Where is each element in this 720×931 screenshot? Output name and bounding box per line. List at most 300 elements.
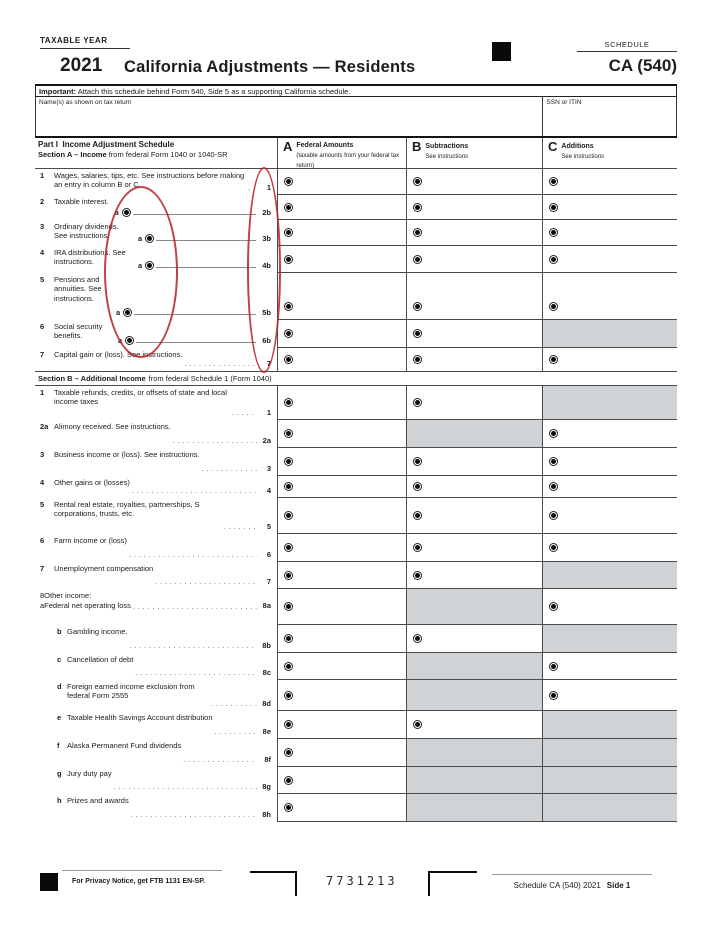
sectionA-subtitle: from federal Form 1040 or 1040-SR <box>106 150 228 160</box>
dot-leader <box>211 699 257 708</box>
cell-b-3-A[interactable] <box>277 448 406 476</box>
cell-a-1-C[interactable] <box>542 169 677 195</box>
column-a-title: Federal Amounts <box>296 142 354 149</box>
line-number: 8f <box>264 754 271 764</box>
column-a-subtitle: (taxable amounts from your federal tax return) <box>296 153 400 169</box>
cell-b-8h-C <box>542 794 677 822</box>
red-circle-annotation-line-numbers <box>247 167 281 373</box>
target-bullet-dot <box>286 750 291 755</box>
taxpayer-info-row <box>35 97 677 136</box>
line-number-prefix: 4 <box>40 248 45 257</box>
tax-year: 2021 <box>60 55 103 76</box>
row-b-8a <box>35 589 677 625</box>
cell-b-1-B[interactable] <box>406 386 542 420</box>
cell-b-2a-A[interactable] <box>277 420 406 448</box>
scan-corner-bracket-right <box>428 871 477 896</box>
target-bullet-dot <box>415 484 420 489</box>
row-b-8b <box>35 625 677 653</box>
target-bullet-dot <box>286 331 291 336</box>
line-number-prefix: 6 <box>40 536 45 545</box>
cell-a-4b-A[interactable] <box>277 246 406 273</box>
row-label-a-1 <box>35 169 277 195</box>
column-header-subtractions <box>406 138 542 168</box>
dot-leader <box>232 408 257 417</box>
row-label-text: Capital gain or (loss). See instructions. <box>54 350 183 359</box>
row-label-text: Prizes and awards <box>67 796 129 805</box>
row-b-5 <box>35 498 677 534</box>
target-bullet-dot <box>415 331 420 336</box>
registration-mark-square <box>40 873 58 891</box>
cell-b-8c-A[interactable] <box>277 653 406 680</box>
cell-b-8f-B <box>406 739 542 767</box>
target-bullet-icon <box>284 482 293 491</box>
cell-b-8g-A[interactable] <box>277 767 406 794</box>
cell-b-5-C[interactable] <box>542 498 677 534</box>
dot-leader <box>132 486 257 495</box>
cell-b-8f-A[interactable] <box>277 739 406 767</box>
cell-a-7-B[interactable] <box>406 348 542 371</box>
sub-line-letter: d <box>57 682 62 691</box>
target-bullet-icon <box>549 691 558 700</box>
cell-b-8e-C <box>542 711 677 739</box>
target-bullet-icon <box>284 543 293 552</box>
name-field[interactable] <box>36 97 542 136</box>
cell-b-8d-B <box>406 680 542 711</box>
row-b-4 <box>35 476 677 498</box>
target-bullet-icon <box>413 511 422 520</box>
section-b-header <box>35 371 677 386</box>
cell-a-6b-A[interactable] <box>277 320 406 348</box>
target-bullet-icon <box>284 776 293 785</box>
target-bullet-dot <box>415 545 420 550</box>
target-bullet-dot <box>286 545 291 550</box>
line-number: 8h <box>262 809 271 819</box>
target-bullet-dot <box>551 257 556 262</box>
line-number-prefix: 4 <box>40 478 45 487</box>
line-number: 8a <box>262 601 271 611</box>
target-bullet-dot <box>286 693 291 698</box>
target-bullet-icon <box>413 329 422 338</box>
important-bold: Important: <box>39 87 77 96</box>
target-bullet-icon <box>284 228 293 237</box>
target-bullet-dot <box>415 179 420 184</box>
schedule-label: SCHEDULE <box>577 40 677 52</box>
target-bullet-dot <box>415 722 420 727</box>
cell-b-8g-B <box>406 767 542 794</box>
cell-b-3-B[interactable] <box>406 448 542 476</box>
cell-b-1-C <box>542 386 677 420</box>
row-label-b-2a <box>35 420 277 448</box>
ssn-field[interactable] <box>542 97 676 136</box>
red-circle-annotation-bullet-column <box>104 186 178 358</box>
target-bullet-icon <box>284 177 293 186</box>
row-label-b-7 <box>35 562 277 589</box>
sub-line-letter: c <box>57 655 62 664</box>
target-bullet-icon <box>284 203 293 212</box>
target-bullet-icon <box>413 634 422 643</box>
line-number: 1 <box>266 407 271 417</box>
target-bullet-icon <box>549 457 558 466</box>
row-b-8g <box>35 767 677 794</box>
target-bullet-icon <box>549 355 558 364</box>
dot-leader <box>131 810 257 819</box>
target-bullet-icon <box>413 302 422 311</box>
form-title: California Adjustments — Residents <box>124 58 416 76</box>
row-b-3 <box>35 448 677 476</box>
target-bullet-dot <box>415 257 420 262</box>
target-bullet-dot <box>551 179 556 184</box>
target-bullet-icon <box>549 429 558 438</box>
cell-a-2b-A[interactable] <box>277 195 406 220</box>
row-label-text: Foreign earned income exclusion from federal Form 2555 <box>67 682 195 701</box>
cell-a-2b-C[interactable] <box>542 195 677 220</box>
cell-b-6-C[interactable] <box>542 534 677 562</box>
target-bullet-dot <box>415 636 420 641</box>
cell-b-8b-B[interactable] <box>406 625 542 653</box>
important-text: Attach this schedule behind Form 540, Side 5 as a supporting California schedule. <box>76 87 351 96</box>
row-label-text: Taxable Health Savings Account distribution <box>67 713 213 722</box>
cell-b-6-A[interactable] <box>277 534 406 562</box>
row-b-8e <box>35 711 677 739</box>
row-b-8h <box>35 794 677 822</box>
cell-b-8f-C <box>542 739 677 767</box>
cell-b-8h-A[interactable] <box>277 794 406 822</box>
dot-leader <box>184 359 257 368</box>
target-bullet-dot <box>415 357 420 362</box>
sub-line-letter: f <box>57 741 60 750</box>
target-bullet-icon <box>413 720 422 729</box>
target-bullet-dot <box>551 693 556 698</box>
target-bullet-icon <box>549 228 558 237</box>
dot-leader <box>155 577 257 586</box>
cell-a-3b-C[interactable] <box>542 220 677 246</box>
line-number: 5 <box>266 521 271 531</box>
line-number: 3 <box>266 463 271 473</box>
cell-a-7-C[interactable] <box>542 348 677 371</box>
column-c-subtitle: See instructions <box>561 154 605 161</box>
cell-a-7-A[interactable] <box>277 348 406 371</box>
target-bullet-icon <box>284 457 293 466</box>
target-bullet-dot <box>415 513 420 518</box>
target-bullet-dot <box>551 459 556 464</box>
target-bullet-dot <box>286 722 291 727</box>
row-label-b-5 <box>35 498 277 534</box>
cell-b-8e-B[interactable] <box>406 711 542 739</box>
cell-b-8b-A[interactable] <box>277 625 406 653</box>
target-bullet-icon <box>284 602 293 611</box>
target-bullet-dot <box>286 230 291 235</box>
footer-schedule-id <box>492 881 652 890</box>
line-number-prefix: 1 <box>40 388 45 397</box>
row-label-text: Social security benefits. <box>54 322 103 341</box>
line-number-prefix: 3 <box>40 450 45 459</box>
line-number-prefix: 5 <box>40 275 45 284</box>
target-bullet-icon <box>413 355 422 364</box>
target-bullet-dot <box>286 431 291 436</box>
target-bullet-dot <box>286 257 291 262</box>
cell-b-8d-C[interactable] <box>542 680 677 711</box>
cell-b-2a-C[interactable] <box>542 420 677 448</box>
target-bullet-icon <box>284 803 293 812</box>
cell-a-5b-A[interactable] <box>277 273 406 320</box>
cell-b-8b-C <box>542 625 677 653</box>
row-label-text: Cancellation of debt <box>67 655 134 664</box>
line-number: 3b <box>262 233 271 243</box>
row-b-8d <box>35 680 677 711</box>
cell-a-6b-B[interactable] <box>406 320 542 348</box>
target-bullet-icon <box>284 398 293 407</box>
target-bullet-dot <box>286 205 291 210</box>
cell-b-5-A[interactable] <box>277 498 406 534</box>
row-label-b-8d <box>35 680 277 711</box>
cell-a-5b-B[interactable] <box>406 273 542 320</box>
row-label-text: Pensions and annuities. See instructions. <box>54 275 102 303</box>
line-number-prefix: 5 <box>40 500 45 509</box>
target-bullet-icon <box>549 482 558 491</box>
target-bullet-icon <box>413 482 422 491</box>
group-heading <box>40 591 273 600</box>
target-bullet-icon <box>413 228 422 237</box>
row-label-b-6 <box>35 534 277 562</box>
row-label-b-8h <box>35 794 277 822</box>
section-b-rows <box>35 386 677 822</box>
row-b-6 <box>35 534 677 562</box>
target-bullet-dot <box>286 484 291 489</box>
row-label-text: IRA distributions. See instructions. <box>54 248 126 267</box>
cell-b-8d-A[interactable] <box>277 680 406 711</box>
target-bullet-icon <box>549 543 558 552</box>
cell-b-4-A[interactable] <box>277 476 406 498</box>
target-bullet-icon <box>413 543 422 552</box>
target-bullet-dot <box>286 304 291 309</box>
target-bullet-dot <box>415 205 420 210</box>
sub-line-letter: g <box>57 769 62 778</box>
footer-side-label: Side 1 <box>606 881 631 890</box>
line-number-prefix: 6 <box>40 322 45 331</box>
row-label-text: Alimony received. See instructions. <box>54 422 171 431</box>
row-label-b-4 <box>35 476 277 498</box>
target-bullet-icon <box>284 662 293 671</box>
part1-header-row <box>35 138 677 169</box>
target-bullet-icon <box>549 203 558 212</box>
target-bullet-dot <box>286 573 291 578</box>
row-label-text: Rental real estate, royalties, partnerships, S corporations, trusts, etc. <box>54 500 200 519</box>
sub-line-letter: a <box>138 260 143 270</box>
target-bullet-dot <box>286 459 291 464</box>
line-number: 8c <box>262 667 271 677</box>
row-b-2a <box>35 420 677 448</box>
column-b-subtitle: See instructions <box>425 154 469 161</box>
cell-b-7-B[interactable] <box>406 562 542 589</box>
target-bullet-icon <box>549 511 558 520</box>
target-bullet-dot <box>551 545 556 550</box>
row-label-text: Unemployment compensation <box>54 564 154 573</box>
line-number: 1 <box>266 182 271 192</box>
target-bullet-icon <box>284 429 293 438</box>
dot-leader <box>224 522 257 531</box>
target-bullet-icon <box>413 571 422 580</box>
target-bullet-dot <box>551 664 556 669</box>
cell-a-1-B[interactable] <box>406 169 542 195</box>
cell-a-3b-A[interactable] <box>277 220 406 246</box>
cell-b-4-C[interactable] <box>542 476 677 498</box>
target-bullet-dot <box>286 400 291 405</box>
target-bullet-icon <box>549 302 558 311</box>
row-label-b-1 <box>35 386 277 420</box>
target-bullet-dot <box>415 230 420 235</box>
part1-header-label <box>35 138 277 168</box>
row-label-b-8f <box>35 739 277 767</box>
target-bullet-icon <box>284 634 293 643</box>
footer-schedule-text: Schedule CA (540) 2021 <box>513 881 601 890</box>
cell-a-1-A[interactable] <box>277 169 406 195</box>
cell-b-7-A[interactable] <box>277 562 406 589</box>
line-number: 6 <box>266 549 271 559</box>
sub-line-letter: a <box>138 233 143 243</box>
target-bullet-dot <box>551 513 556 518</box>
line-number: 8e <box>262 726 271 736</box>
column-header-federal-amounts <box>277 138 406 168</box>
target-bullet-icon <box>549 255 558 264</box>
line-number: 6b <box>262 335 271 345</box>
cell-b-8c-B <box>406 653 542 680</box>
sub-line-letter: a <box>116 307 121 317</box>
target-bullet-icon <box>284 571 293 580</box>
row-b-7 <box>35 562 677 589</box>
sectionB-title: Section B – Additional Income <box>38 374 146 383</box>
line-number-prefix: 2a <box>40 422 49 431</box>
target-bullet-dot <box>286 513 291 518</box>
ssn-field-label: SSN or ITIN <box>546 99 582 106</box>
cell-b-4-B[interactable] <box>406 476 542 498</box>
cell-b-1-A[interactable] <box>277 386 406 420</box>
line-number: 4b <box>262 260 271 270</box>
row-label-text: Taxable interest. <box>54 197 109 206</box>
cell-b-2a-B <box>406 420 542 448</box>
cell-a-6b-C <box>542 320 677 348</box>
target-bullet-icon <box>284 255 293 264</box>
row-label-b-8g <box>35 767 277 794</box>
cell-a-2b-B[interactable] <box>406 195 542 220</box>
row-label-text: Federal net operating loss <box>44 601 131 611</box>
target-bullet-icon <box>284 355 293 364</box>
row-label-a-7 <box>35 348 277 371</box>
row-label-b-8e <box>35 711 277 739</box>
dot-leader <box>129 550 257 559</box>
cell-a-3b-B[interactable] <box>406 220 542 246</box>
target-bullet-icon <box>413 398 422 407</box>
target-bullet-icon <box>413 255 422 264</box>
target-bullet-dot <box>286 179 291 184</box>
form-ocr-number: 7731213 <box>326 874 398 888</box>
sub-line-letter: h <box>57 796 62 805</box>
footer-divider-line <box>492 874 652 875</box>
row-label-text: Alaska Permanent Fund dividends <box>67 741 182 750</box>
dot-leader <box>173 436 257 445</box>
target-bullet-dot <box>551 304 556 309</box>
cell-b-5-B[interactable] <box>406 498 542 534</box>
column-c-title: Additions <box>561 143 594 150</box>
cell-b-8c-C[interactable] <box>542 653 677 680</box>
row-label-b-8b <box>35 625 277 653</box>
cell-b-3-C[interactable] <box>542 448 677 476</box>
cell-a-4b-C[interactable] <box>542 246 677 273</box>
footer-divider-line <box>62 870 222 871</box>
cell-b-8a-A[interactable] <box>277 589 406 625</box>
target-bullet-dot <box>551 230 556 235</box>
column-letter-a: A <box>283 139 293 154</box>
line-number-prefix: 3 <box>40 222 45 231</box>
cell-a-5b-C[interactable] <box>542 273 677 320</box>
target-bullet-dot <box>286 778 291 783</box>
target-bullet-icon <box>284 302 293 311</box>
registration-mark-square <box>492 42 511 61</box>
row-label-b-8c <box>35 653 277 680</box>
target-bullet-dot <box>551 604 556 609</box>
cell-a-4b-B[interactable] <box>406 246 542 273</box>
target-bullet-dot <box>286 805 291 810</box>
line-number: 8b <box>262 640 271 650</box>
line-number: 5b <box>262 307 271 317</box>
target-bullet-icon <box>549 602 558 611</box>
cell-b-8a-C[interactable] <box>542 589 677 625</box>
line-number: 7 <box>266 358 271 368</box>
cell-b-7-C <box>542 562 677 589</box>
column-header-additions <box>542 138 677 168</box>
sub-line-letter: a <box>40 601 45 611</box>
target-bullet-icon <box>549 177 558 186</box>
cell-b-6-B[interactable] <box>406 534 542 562</box>
line-number-prefix: 1 <box>40 171 45 180</box>
schedule-number: CA (540) <box>608 56 677 75</box>
cell-b-8h-B <box>406 794 542 822</box>
row-label-b-3 <box>35 448 277 476</box>
part1-label: Part I <box>38 140 59 149</box>
row-label-text: Gambling income. <box>67 627 128 636</box>
dot-leader <box>135 668 257 677</box>
row-label-text: Farm income or (loss) <box>54 536 127 545</box>
row-b-8f <box>35 739 677 767</box>
line-number-prefix: 7 <box>40 350 45 359</box>
line-number-prefix: 7 <box>40 564 45 573</box>
dot-leader <box>114 782 257 791</box>
row-label-text: Taxable refunds, credits, or offsets of state and local income taxes <box>54 388 227 407</box>
dot-leader <box>183 755 257 764</box>
privacy-notice: For Privacy Notice, get FTB 1131 EN-SP. <box>72 878 205 885</box>
target-bullet-dot <box>415 400 420 405</box>
target-bullet-dot <box>286 636 291 641</box>
group-label: Other income: <box>44 591 92 600</box>
row-label-text: Jury duty pay <box>67 769 112 778</box>
target-bullet-dot <box>415 304 420 309</box>
important-notice <box>35 84 677 97</box>
sub-line-letter: a <box>118 335 123 345</box>
row-label-line <box>40 601 273 610</box>
line-number: 4 <box>266 485 271 495</box>
target-bullet-dot <box>551 357 556 362</box>
target-bullet-dot <box>415 459 420 464</box>
dot-leader <box>133 602 257 611</box>
row-b-8c <box>35 653 677 680</box>
cell-b-8e-A[interactable] <box>277 711 406 739</box>
part1-title: Income Adjustment Schedule <box>62 140 175 149</box>
sub-line-letter: b <box>57 627 62 636</box>
line-number: 2b <box>262 207 271 217</box>
dot-leader <box>201 464 257 473</box>
scan-corner-bracket-left <box>250 871 297 896</box>
cell-b-8g-C <box>542 767 677 794</box>
row-label-text: Business income or (loss). See instructions. <box>54 450 200 459</box>
